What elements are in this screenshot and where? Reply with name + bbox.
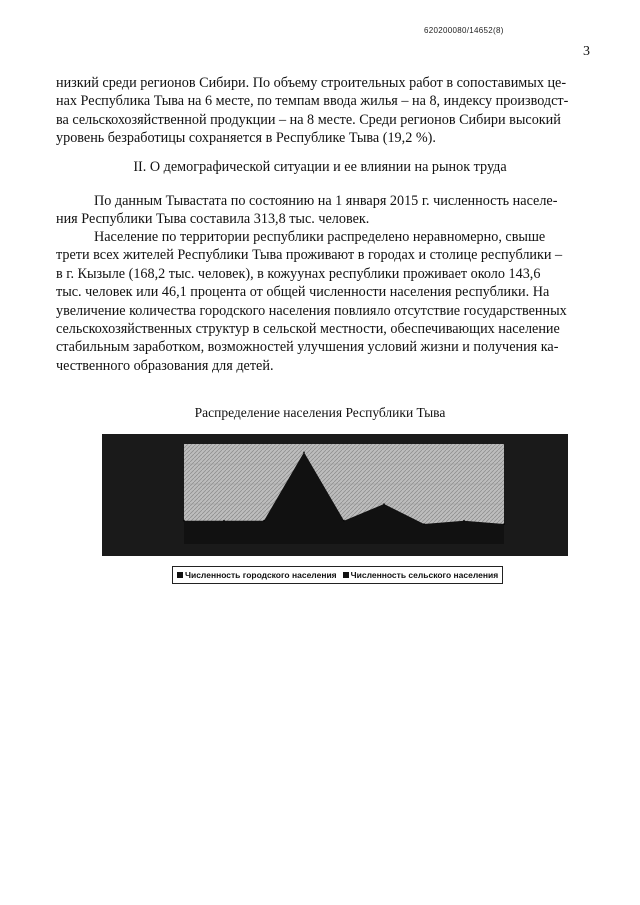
text-line: низкий среди регионов Сибири. По объему строительных работ в сопоставимых це- [56, 75, 567, 91]
data-point [463, 520, 465, 522]
chart-title: Распределение населения Республики Тыва [194, 405, 446, 420]
legend-item-rural [343, 570, 499, 580]
legend-swatch [343, 572, 349, 578]
data-point [383, 503, 385, 505]
data-point [303, 452, 305, 454]
distribution-paragraph [56, 228, 584, 375]
population-chart [102, 434, 568, 556]
text-line: ва сельскохозяйственной продукции – на 8 месте. Среди регионов Сибири высокий [56, 111, 561, 128]
text-line: увеличение количества городского населения повлияло отсутствие государственных [56, 302, 567, 319]
text-line: трети всех жителей Республики Тыва проживают в городах и столице республики – [56, 247, 563, 264]
text-line: тыс. человек или 46,1 процента от общей численности населения республики. На [56, 284, 550, 301]
page-number: 3 [583, 44, 590, 59]
legend-label: Численность сельского населения [350, 570, 499, 580]
legend-label: Численность городского населения [185, 570, 337, 580]
intro-paragraph [56, 74, 584, 148]
data-point [183, 520, 185, 522]
text-line: стабильным заработком, возможностей улучшения условий жизни и получения ка- [56, 339, 559, 356]
data-point [423, 523, 425, 525]
chart-legend [172, 566, 503, 584]
population-paragraph [56, 192, 584, 229]
data-point [263, 520, 265, 522]
text-line: сельскохозяйственных структур в сельской местности, обеспечивающих население [56, 321, 560, 338]
data-point [503, 523, 505, 525]
data-point [343, 520, 345, 522]
data-point [223, 520, 225, 522]
text-line: уровень безработицы сохраняется в Республике Тыва (19,2 %). [56, 130, 436, 147]
text-line: чественного образования для детей. [56, 357, 274, 374]
text-line: нах Республика Тыва на 6 месте, по темпам ввода жилья – на 8, индексу производст- [56, 93, 569, 110]
text-line: ния Республики Тыва составила 313,8 тыс. человек. [56, 211, 370, 228]
section-heading: II. О демографической ситуации и ее влиянии на рынок труда [133, 159, 507, 175]
text-line: в г. Кызыле (168,2 тыс. человек), в кожуунах республики проживает около 143,6 [56, 265, 541, 282]
legend-item-urban [177, 570, 337, 580]
document-id: 620200080/14652(8) [424, 26, 504, 35]
text-line: Население по территории республики распределено неравномерно, свыше [94, 229, 546, 245]
legend-swatch [177, 572, 183, 578]
text-line: По данным Тывастата по состоянию на 1 января 2015 г. численность населе- [94, 193, 558, 209]
